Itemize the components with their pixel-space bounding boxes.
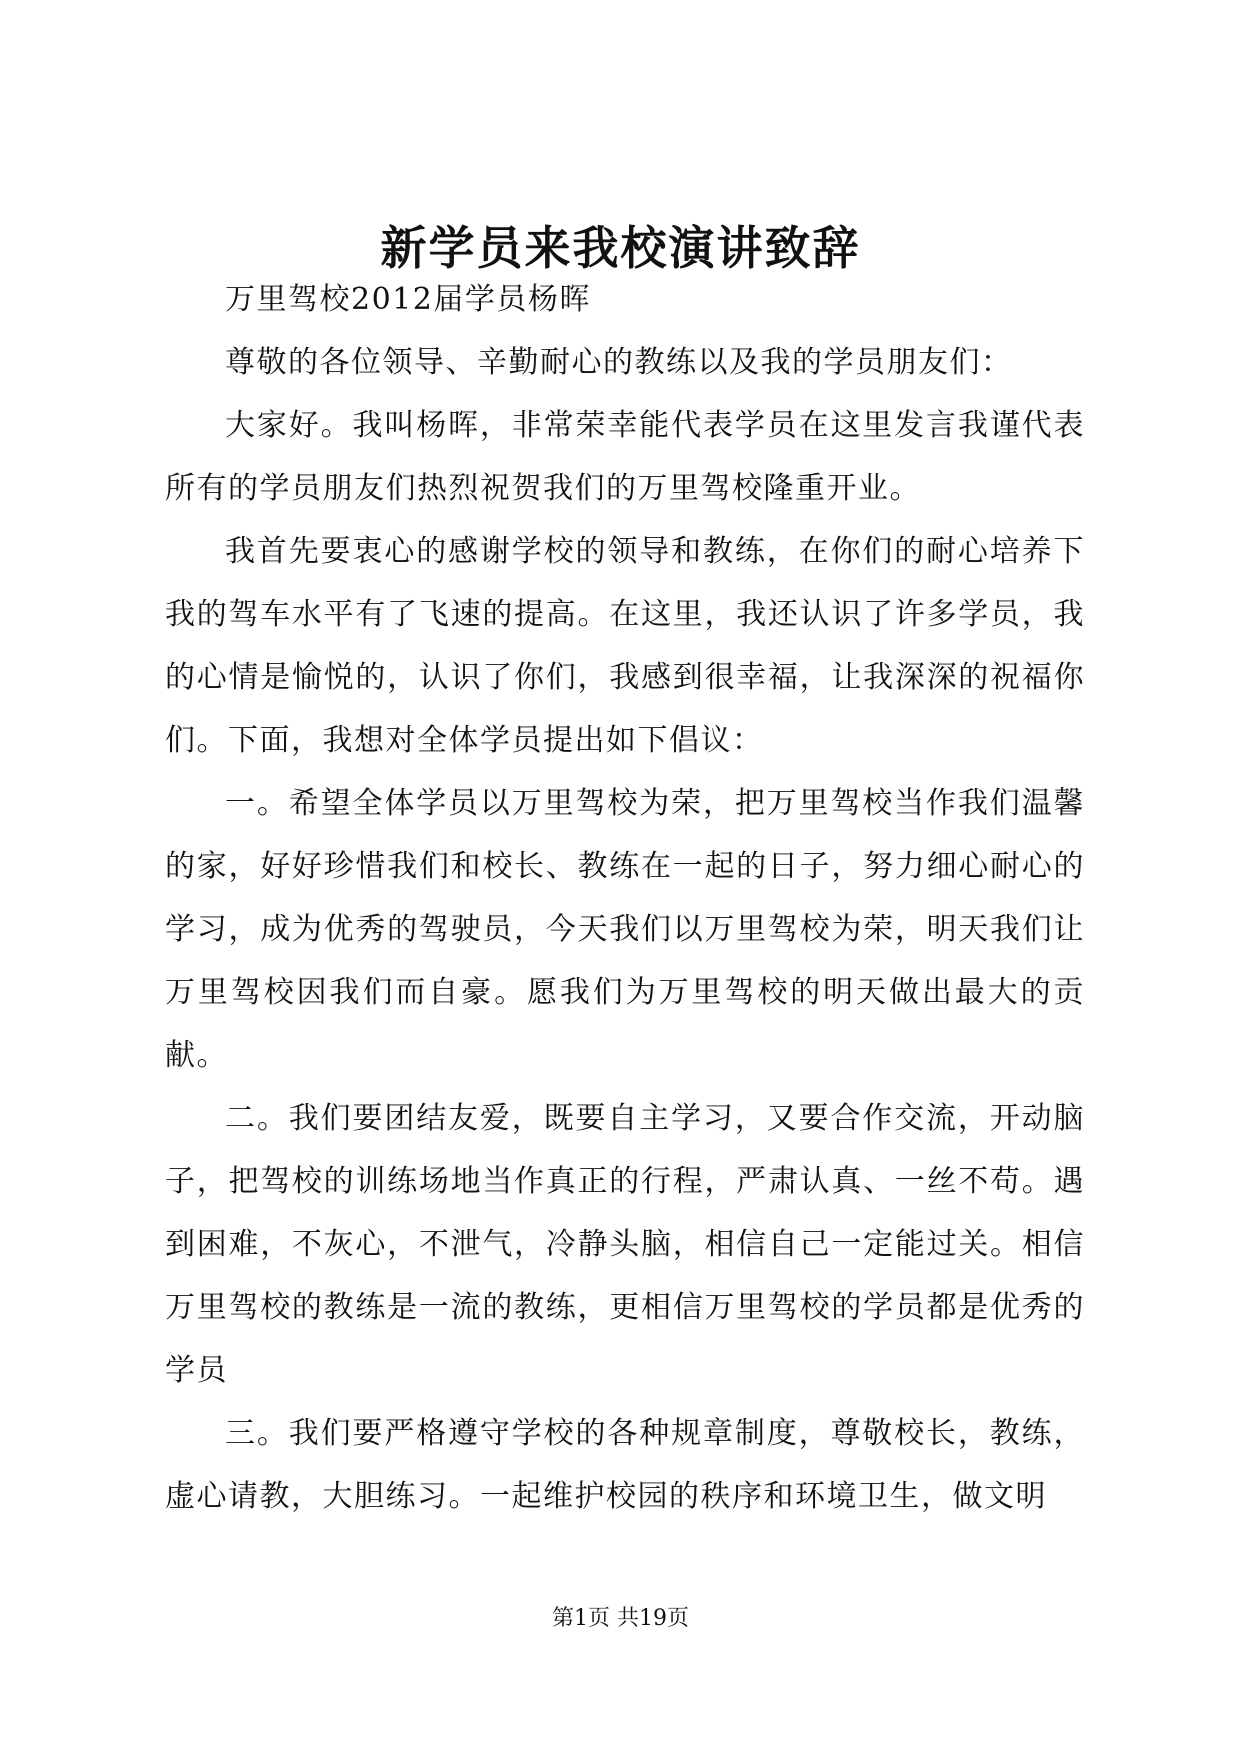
paragraph: 一。希望全体学员以万里驾校为荣，把万里驾校当作我们温馨的家，好好珍惜我们和校长、教练在一起的日子，努力细心耐心的学习，成为优秀的驾驶员，今天我们以万里驾校为荣，明天我们让万里驾校因我们而自豪。愿我们为万里驾校的明天做出最大的贡献。 [165,786,1085,1073]
page-number-footer: 第1页 共19页 [552,1606,689,1631]
paragraph: 二。我们要团结友爱，既要自主学习，又要合作交流，开动脑子，把驾校的训练场地当作真正的行程，严肃认真、一丝不苟。遇到困难，不灰心，不泄气，冷静头脑，相信自己一定能过关。相信万里驾校的教练是一流的教练，更相信万里驾校的学员都是优秀的学员 [165,1101,1085,1388]
document-body [165,268,1085,1528]
salutation: 尊敬的各位领导、辛勤耐心的教练以及我的学员朋友们： [225,345,1013,380]
paragraph: 大家好。我叫杨晖，非常荣幸能代表学员在这里发言我谨代表所有的学员朋友们热烈祝贺我们的万里驾校隆重开业。 [165,408,1085,506]
document-title: 新学员来我校演讲致辞 [380,221,861,275]
paragraph: 我首先要衷心的感谢学校的领导和教练，在你们的耐心培养下我的驾车水平有了飞速的提高。在这里，我还认识了许多学员，我的心情是愉悦的，认识了你们，我感到很幸福，让我深深的祝福你们。下面，我想对全体学员提出如下倡议： [165,534,1085,758]
paragraph: 三。我们要严格遵守学校的各种规章制度，尊敬校长，教练，虚心请教，大胆练习。一起维护校园的秩序和环境卫生，做文明 [165,1416,1085,1514]
author-line: 万里驾校2012届学员杨晖 [225,282,591,317]
